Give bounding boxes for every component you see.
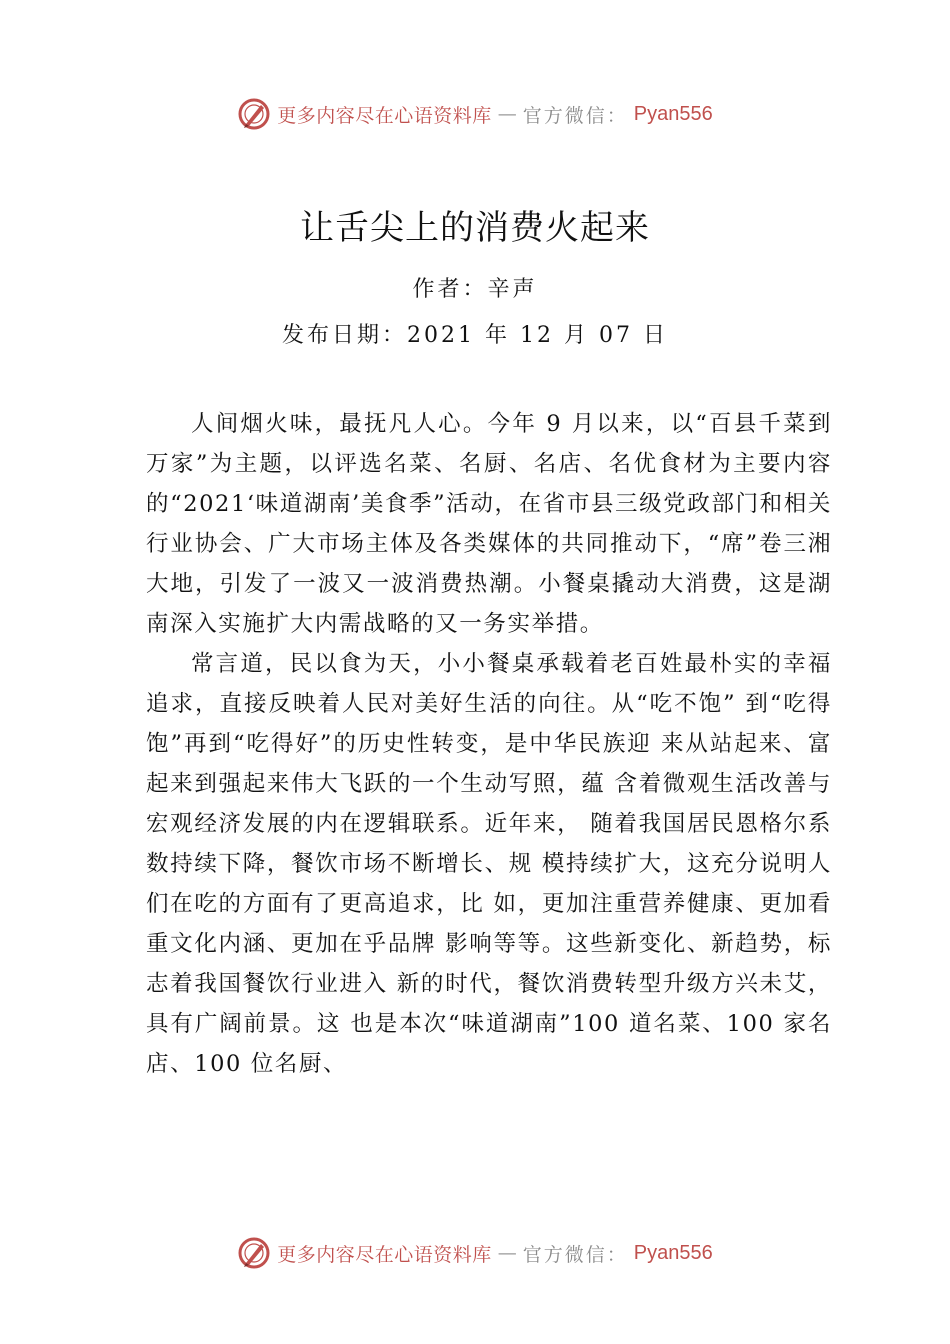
paragraph: 常言道，民以食为天，小小餐桌承载着老百姓最朴实的幸福追求，直接反映着人民对美好生活的向往。从“吃不饱” 到“吃得饱”再到“吃得好”的历史性转变，是中华民族迎 来从站起来、富起来到强起来伟大飞跃的一个生动写照，蕴 含着微观生活改善与宏观经济发展的内在逻辑联系。近年来， 随着我国居民恩格尔系数持续下降，餐饮市场不断增长、规 模持续扩大，这充分说明人们在吃的方面有了更高追求，比 如，更加注重营养健康、更加看重文化内涵、更加在乎品牌 影响等等。这些新变化、新趋势，标志着我国餐饮行业进入 新的时代，餐饮消费转型升级方兴未艾，具有广阔前景。这 也是本次“味道湖南”100 道名菜、100 家名店、100 位名厨、 (146, 651, 832, 1077)
pen-seal-logo-icon (237, 97, 271, 131)
paragraph: 人间烟火味，最抚凡人心。今年 9 月以来，以“百县千菜到万家”为主题，以评选名菜、名厨、名店、名优食材为主要内容的“2021‘味道湖南’美食季”活动，在省市县三级党政部门和相关行业协会、广大市场主体及各类媒体的共同推动下，“席”卷三湘大地，引发了一波又一波消费热潮。小餐桌撬动大消费，这是湖南深入实施扩大内需战略的又一务实举措。 (146, 411, 832, 637)
pen-seal-logo-icon (237, 1236, 271, 1270)
article-title: 让舌尖上的消费火起来 (300, 208, 650, 248)
watermark-wechat-id: Pyan556 (633, 102, 713, 125)
article-body (146, 404, 832, 1084)
watermark-wechat-label: 官方微信： (522, 1243, 628, 1266)
watermark-separator: — (497, 1242, 517, 1264)
footer-watermark (0, 1231, 950, 1275)
watermark-wechat-label: 官方微信： (522, 104, 628, 127)
watermark-wechat-id: Pyan556 (633, 1241, 713, 1264)
watermark-brand-text: 更多内容尽在心语资料库 (277, 104, 492, 127)
watermark-brand-text: 更多内容尽在心语资料库 (277, 1243, 492, 1266)
article-author: 作者：辛声 (412, 277, 538, 302)
article-date: 发布日期：2021 年 12 月 07 日 (282, 323, 668, 348)
watermark-separator: — (497, 103, 517, 125)
header-watermark (0, 92, 950, 136)
